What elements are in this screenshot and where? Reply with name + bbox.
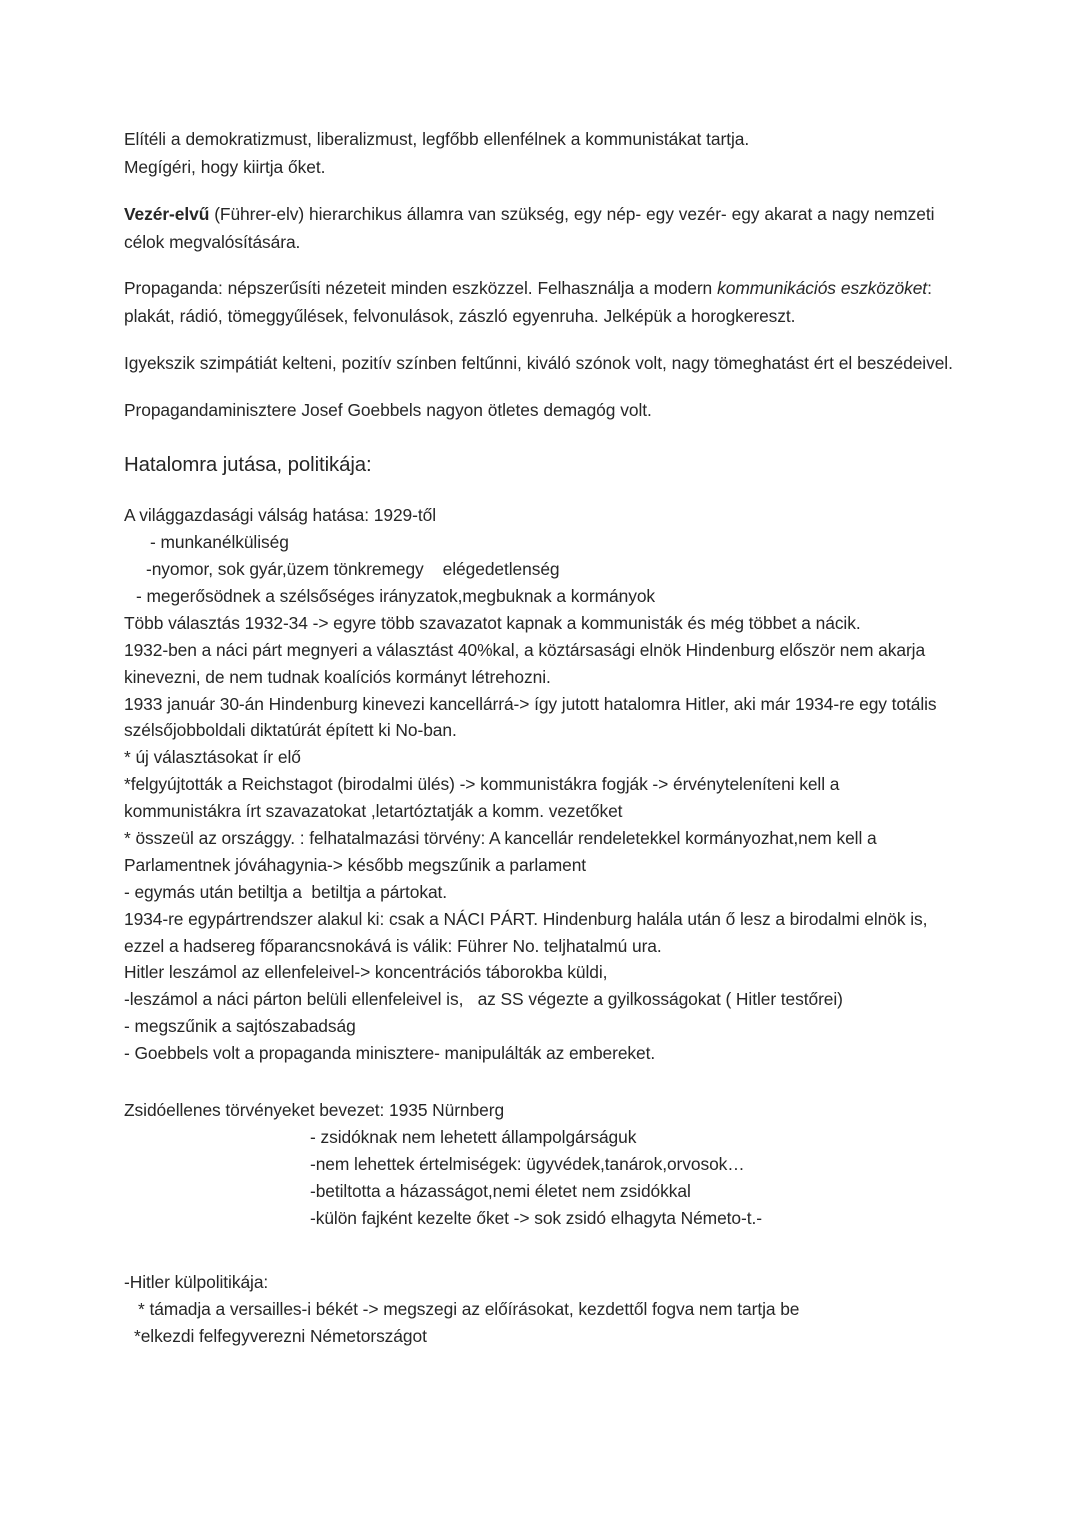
note-line-munkanelkuliseg: - munkanélküliség <box>150 532 289 553</box>
paragraph-goebbels-text: Propagandaminisztere Josef Goebbels nagyon ötletes demagóg volt. <box>124 399 652 420</box>
italic-term-kommunikacios-eszkozoket: kommunikációs eszközöket <box>717 278 928 299</box>
paragraph-line-1: Elítéli a demokratizmust, liberalizmust, legfőbb ellenfélnek a kommunistákat tartja. <box>124 129 750 149</box>
note-line-felfegyverzes: *elkezdi felfegyverezni Németországot <box>134 1326 427 1347</box>
document-body <box>124 126 956 1350</box>
note-line-tobb-valasztas: Több választás 1932-34 -> egyre több szavazatot kapnak a kommunisták és még többet a nácik. <box>124 612 861 633</box>
note-line-zsidoellenes-torvenyek: Zsidóellenes törvényeket bevezet: 1935 Nürnberg <box>124 1100 505 1121</box>
note-line-ertelmisegek: -nem lehettek értelmiségek: ügyvédek,tanárok,orvosok… <box>310 1153 745 1174</box>
paragraph-elitéli <box>124 126 956 182</box>
paragraph-igyekszik-text: Igyekszik szimpátiát kelteni, pozitív színben feltűnni, kiváló szónok volt, nagy tömeghatást ért el beszédeivel. <box>124 353 953 374</box>
note-line-versailles: * támadja a versailles-i békét -> megszegi az előírásokat, kezdettől fogva nem tartja be <box>138 1299 800 1320</box>
note-line-ss-gyilkossagok: -leszámol a náci párton belüli ellenfeleivel is, az SS végezte a gyilkosságokat ( Hitler testőrei) <box>124 989 843 1010</box>
spacer-before-jewish-laws <box>124 1067 956 1097</box>
paragraph-goebbels-demagog <box>124 397 956 425</box>
note-line-felhatalmazasi-torveny: * összeül az országgy. : felhatalmazási törvény: A kancellár rendeletekkel kormányozhat,nem kell a Parlamentnek jóváhagynia-> később megszűnik a parlament <box>124 828 877 875</box>
note-line-kulon-fajkent: -külön fajként kezelte őket -> sok zsidó elhagyta Németo-t.- <box>310 1207 762 1228</box>
bold-term-vezer-elvu: Vezér-elvű <box>124 203 210 224</box>
paragraph-propaganda-part1: Propaganda: népszerűsíti nézeteit minden eszközzel. Felhasználja a modern <box>124 278 718 299</box>
spacer-before-foreign-policy <box>124 1231 956 1269</box>
note-line-nyomor: -nyomor, sok gyár,üzem tönkremegy elégedetlenség <box>146 559 560 580</box>
note-line-koncentracios-taborok: Hitler leszámol az ellenfeleivel-> koncentrációs táborokba küldi, <box>124 962 608 983</box>
note-line-goebbels-miniszter: - Goebbels volt a propaganda minisztere- manipulálták az embereket. <box>124 1043 656 1064</box>
note-line-reichstag: *felgyújtották a Reichstagot (birodalmi ülés) -> kommunistákra fogják -> érvényteleníteni kell a kommunistákra írt szavazatokat ,letartóztatják a komm. vezetőket <box>124 774 840 822</box>
paragraph-vezer-elvu <box>124 201 956 257</box>
note-line-vilaggazdasagi-valsag: A világgazdasági válság hatása: 1929-től <box>124 505 436 526</box>
notes-block <box>124 502 956 1350</box>
note-line-uj-valasztasok: * új választásokat ír elő <box>124 747 301 768</box>
note-line-1933-kancellar: 1933 január 30-án Hindenburg kinevezi kancellárrá-> így jutott hatalomra Hitler, aki már 1934-re egy totális szélsőjobboldali diktatúrát épített ki No-ban. <box>124 693 937 741</box>
note-line-kulpolitika-intro: -Hitler külpolitikája: <box>124 1272 269 1293</box>
note-line-megerosodnek: - megerősödnek a szélsőséges irányzatok,megbuknak a kormányok <box>136 586 656 606</box>
note-line-egypartrendszer: 1934-re egypártrendszer alakul ki: csak a NÁCI PÁRT. Hindenburg halála után ő lesz a birodalmi elnök is, ezzel a hadsereg főparancsnokává is válik: Führer No. teljhatalmú ura. <box>124 908 928 956</box>
paragraph-propaganda-part2: : plakát, rádió, tömeggyűlések, felvonulások, zászló egyenruha. Jelképük a horogkereszt. <box>124 278 932 327</box>
note-line-partok-betiltasa: - egymás után betiltja a betiltja a pártokat. <box>124 881 448 902</box>
note-line-1932-naci-part: 1932-ben a náci párt megnyeri a választást 40%kal, a köztársasági elnök Hindenburg először nem akarja kinevezni, de nem tudnak koalíciós kormányt létrehozni. <box>124 639 926 687</box>
paragraph-line-2: Megígéri, hogy kiirtja őket. <box>124 156 326 177</box>
paragraph-vezer-elvu-rest: (Führer-elv) hierarchikus államra van szükség, egy nép- egy vezér- egy akarat a nagy nemzeti célok megvalósítására. <box>124 203 935 252</box>
paragraph-propaganda <box>124 275 956 331</box>
note-line-allampolgarsag: - zsidóknak nem lehetett állampolgárságuk <box>310 1126 637 1147</box>
paragraph-igyekszik <box>124 350 956 378</box>
note-line-hazassag: -betiltotta a házasságot,nemi életet nem zsidókkal <box>310 1180 691 1201</box>
section-heading-hatalomra-jutasa: Hatalomra jutása, politikája: <box>124 453 372 476</box>
note-line-sajtoszabadsag: - megszűnik a sajtószabadság <box>124 1016 356 1037</box>
